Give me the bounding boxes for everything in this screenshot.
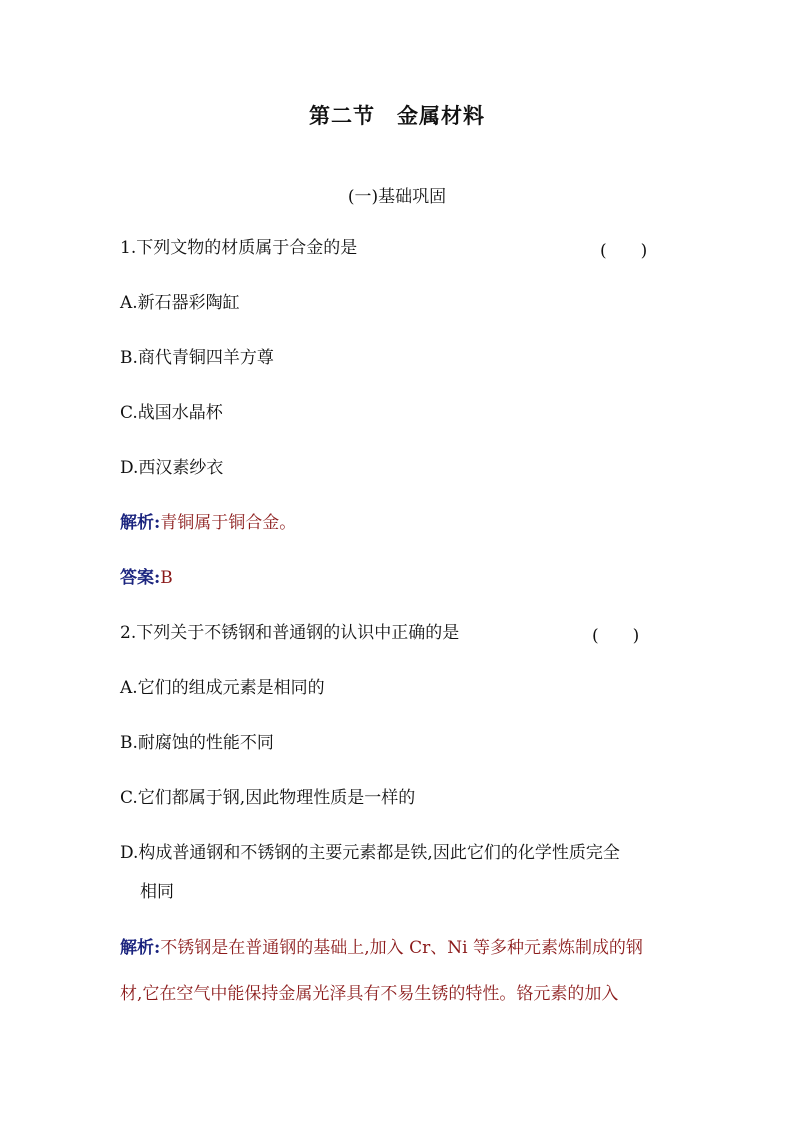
question-2-analysis-line-1: 解析:不锈钢是在普通钢的基础上,加入 Cr、Ni 等多种元素炼制成的钢	[120, 938, 643, 958]
analysis-text: 不锈钢是在普通钢的基础上,加入 Cr、Ni 等多种元素炼制成的钢	[160, 938, 643, 958]
analysis-text: 青铜属于铜合金。	[160, 513, 297, 533]
question-1-option-d: D.西汉素纱衣	[120, 458, 224, 478]
question-2-option-d-continued: 相同	[140, 882, 174, 902]
question-2-analysis-line-2	[120, 982, 618, 1006]
question-1-option-c: C.战国水晶杯	[120, 403, 223, 423]
question-1-option-a: A.新石器彩陶缸	[120, 293, 240, 313]
analysis-text: 材,它在空气中能保持金属光泽具有不易生锈的特性。铬元素的加入	[120, 984, 619, 1004]
question-2-answer-bracket: ( )	[592, 626, 640, 646]
analysis-label: 解析	[120, 938, 154, 958]
question-1-answer-bracket: ( )	[600, 241, 648, 261]
question-2-option-a: A.它们的组成元素是相同的	[120, 678, 325, 698]
question-2-stem: 2.下列关于不锈钢和普通钢的认识中正确的是	[120, 623, 460, 643]
answer-value: B	[160, 568, 173, 588]
question-1-option-b: B.商代青铜四羊方尊	[120, 348, 274, 368]
question-1-answer: 答案:B	[120, 568, 173, 588]
question-2-option-d: D.构成普通钢和不锈钢的主要元素都是铁,因此它们的化学性质完全	[120, 843, 620, 863]
question-1-stem: 1.下列文物的材质属于合金的是	[120, 238, 358, 258]
section-heading: (一)基础巩固	[347, 187, 447, 207]
question-2-option-c: C.它们都属于钢,因此物理性质是一样的	[120, 788, 416, 808]
answer-label: 答案	[120, 568, 154, 588]
page-title: 第二节 金属材料	[309, 103, 485, 128]
question-2-option-b: B.耐腐蚀的性能不同	[120, 733, 274, 753]
question-1-analysis: 解析:青铜属于铜合金。	[120, 513, 297, 533]
analysis-label: 解析	[120, 513, 154, 533]
